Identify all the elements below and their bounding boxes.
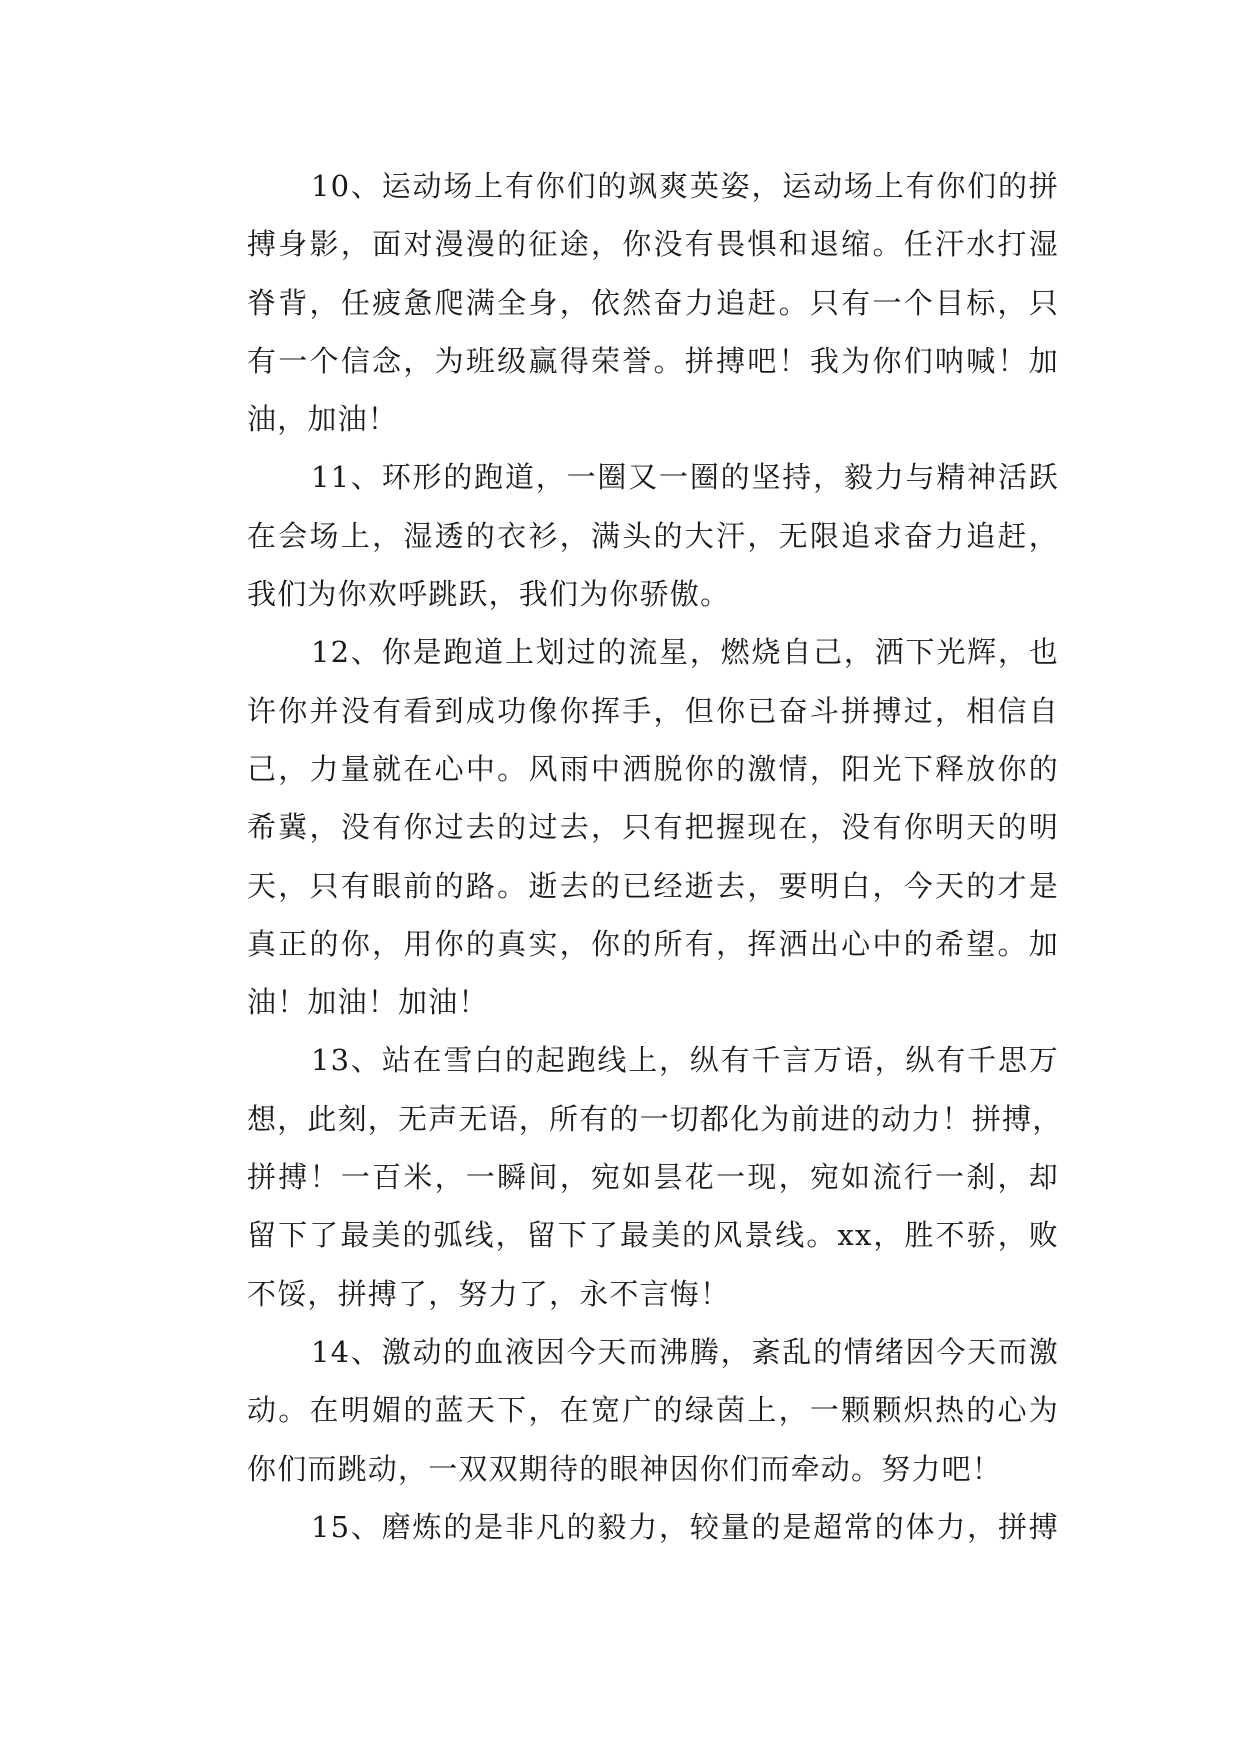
text-line: 14、激动的血液因今天而沸腾，紊乱的情绪因今天而激 <box>311 1334 1059 1369</box>
text-line: 11、环形的跑道，一圈又一圈的坚持，毅力与精神活跃 <box>311 460 1059 495</box>
text-line: 真正的你，用你的真实，你的所有，挥洒出心中的希望。加 <box>247 926 1059 961</box>
text-line: 许你并没有看到成功像你挥手，但你已奋斗拼搏过，相信自 <box>247 693 1059 728</box>
text-line: 拼搏！一百米，一瞬间，宛如昙花一现，宛如流行一刹，却 <box>247 1160 1059 1195</box>
text-line: 己，力量就在心中。风雨中洒脱你的激情，阳光下释放你的 <box>247 751 1059 786</box>
paragraph-11 <box>189 448 1059 623</box>
paragraph-13 <box>189 1031 1063 1322</box>
paragraph-12 <box>189 623 1059 1031</box>
text-line: 15、磨炼的是非凡的毅力，较量的是超常的体力，拼搏 <box>311 1509 1059 1544</box>
text-line: 我们为你欢呼跳跃，我们为你骄傲。 <box>247 577 731 612</box>
text-line: 想，此刻，无声无语，所有的一切都化为前进的动力！拼搏， <box>247 1101 1063 1136</box>
text-line: 你们而跳动，一双双期待的眼神因你们而牵动。努力吧！ <box>247 1451 1003 1486</box>
text-line: 天，只有眼前的路。逝去的已经逝去，要明白，今天的才是 <box>247 868 1059 903</box>
text-line: 10、运动场上有你们的飒爽英姿，运动场上有你们的拼 <box>311 169 1059 203</box>
text-line: 希冀，没有你过去的过去，只有把握现在，没有你明天的明 <box>247 810 1059 845</box>
text-line: 油，加油！ <box>247 402 399 437</box>
paragraph-10 <box>189 157 1059 448</box>
text-line: 13、站在雪白的起跑线上，纵有千言万语，纵有千思万 <box>311 1043 1059 1078</box>
text-line: 油！加油！加油！ <box>247 985 489 1020</box>
paragraph-15 <box>189 1498 1059 1556</box>
text-line: 12、你是跑道上划过的流星，燃烧自己，洒下光辉，也 <box>311 635 1059 670</box>
text-line: 搏身影，面对漫漫的征途，你没有畏惧和退缩。任汗水打湿 <box>247 227 1059 262</box>
document-body <box>189 157 1063 1556</box>
text-line: 在会场上，湿透的衣衫，满头的大汗，无限追求奋力追赶， <box>247 518 1059 553</box>
paragraph-14 <box>189 1323 1059 1498</box>
text-line: 动。在明媚的蓝天下，在宽广的绿茵上，一颗颗炽热的心为 <box>247 1393 1059 1428</box>
text-line: 有一个信念，为班级赢得荣誉。拼搏吧！我为你们呐喊！加 <box>247 343 1059 378</box>
text-line: 留下了最美的弧线，留下了最美的风景线。xx，胜不骄，败 <box>247 1218 1059 1253</box>
text-line: 不馁，拼搏了，努力了，永不言悔！ <box>247 1276 731 1311</box>
text-line: 脊背，任疲惫爬满全身，依然奋力追赶。只有一个目标，只 <box>247 285 1059 320</box>
